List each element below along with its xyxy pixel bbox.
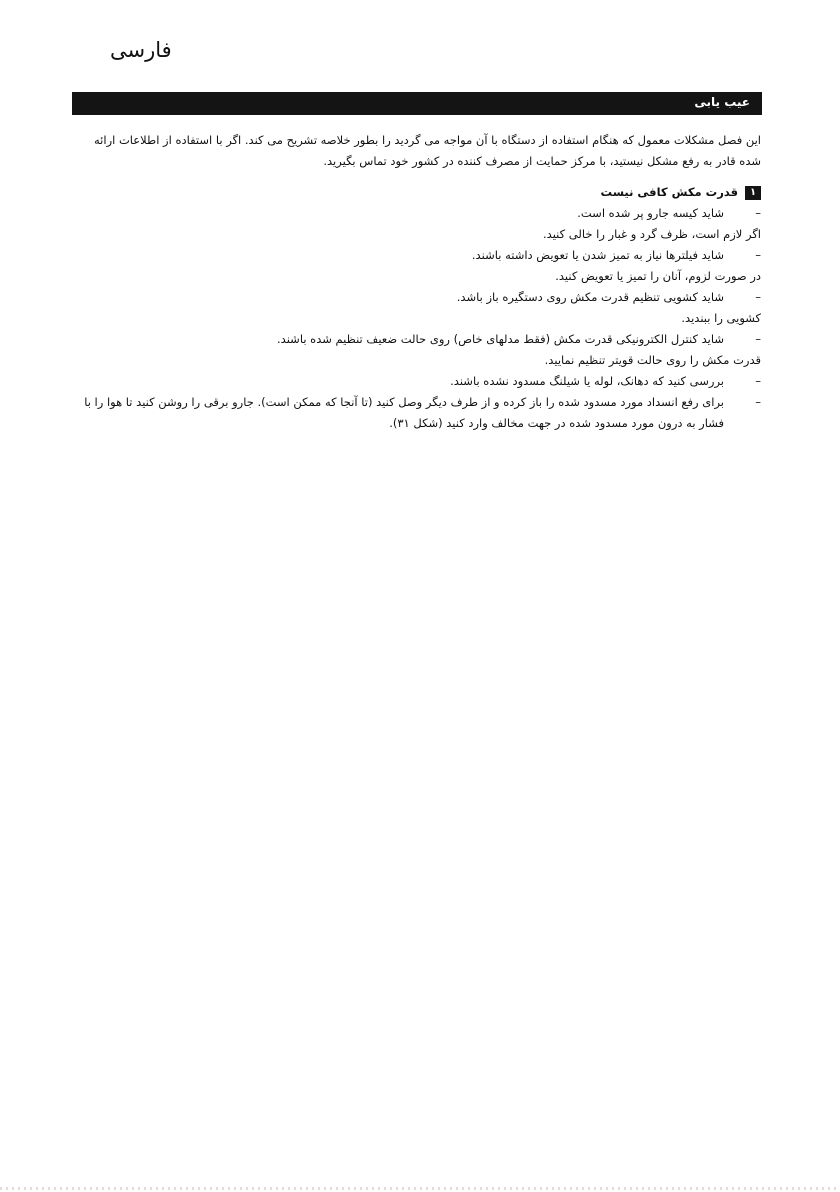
section-title: عیب یابی: [694, 95, 750, 109]
solution-text: اگر لازم است، ظرف گرد و غبار را خالی کنید.: [543, 227, 761, 241]
dash-bullet: –: [755, 290, 761, 304]
language-label: فارسی: [110, 38, 172, 62]
solution-text: قدرت مکش را روی حالت قویتر تنظیم نمایید.: [544, 353, 761, 367]
cause-text: بررسی کنید که دهانک، لوله یا شیلنگ مسدود نشده باشند.: [450, 374, 724, 388]
problem-number-badge: ۱: [745, 186, 761, 200]
dash-bullet: –: [755, 374, 761, 388]
dash-bullet: –: [755, 332, 761, 346]
dash-bullet: –: [755, 248, 761, 262]
cause-text: شاید کنترل الکترونیکی قدرت مکش (فقط مدلهای خاص) روی حالت ضعیف تنظیم شده باشند.: [277, 332, 724, 346]
cause-item: [75, 287, 761, 308]
cause-text: شاید کشویی تنظیم قدرت مکش روی دستگیره باز باشد.: [456, 290, 724, 304]
cause-item: [75, 392, 761, 434]
cause-text: برای رفع انسداد مورد مسدود شده را باز کرده و از طرف دیگر وصل کنید (تا آنجا که ممکن است). جارو برقی را روشن کنید تا هوا را با فشار به درون مورد مسدود شده در جهت مخالف وارد کنید (شکل ۳۱).: [84, 395, 724, 430]
dash-bullet: –: [755, 395, 761, 409]
cause-item: [75, 203, 761, 224]
cause-text: شاید فیلترها نیاز به تمیز شدن یا تعویض داشته باشند.: [471, 248, 724, 262]
dash-bullet: –: [755, 206, 761, 220]
cause-text: شاید کیسه جارو پر شده است.: [577, 206, 724, 220]
problem-title: قدرت مکش کافی نیست: [600, 185, 738, 199]
cause-item: [75, 245, 761, 266]
solution-text: کشویی را ببندید.: [681, 311, 761, 325]
section-header-bar: [72, 92, 762, 115]
cause-item: [75, 371, 761, 392]
footer-print-strip: [0, 1187, 840, 1190]
cause-item: [75, 329, 761, 350]
troubleshooting-content: [75, 130, 761, 434]
intro-paragraph: این فصل مشکلات معمول که هنگام استفاده از دستگاه با آن مواجه می گردید را بطور خلاصه تشریح می کند. اگر با استفاده از اطلاعات ارائه شده قادر به رفع مشکل نیستید، با مرکز حمایت از مصرف کننده در کشور خود تماس بگیرید.: [94, 133, 761, 168]
problem-heading: [75, 182, 761, 203]
solution-text: در صورت لزوم، آنان را تمیز یا تعویض کنید.: [555, 269, 761, 283]
